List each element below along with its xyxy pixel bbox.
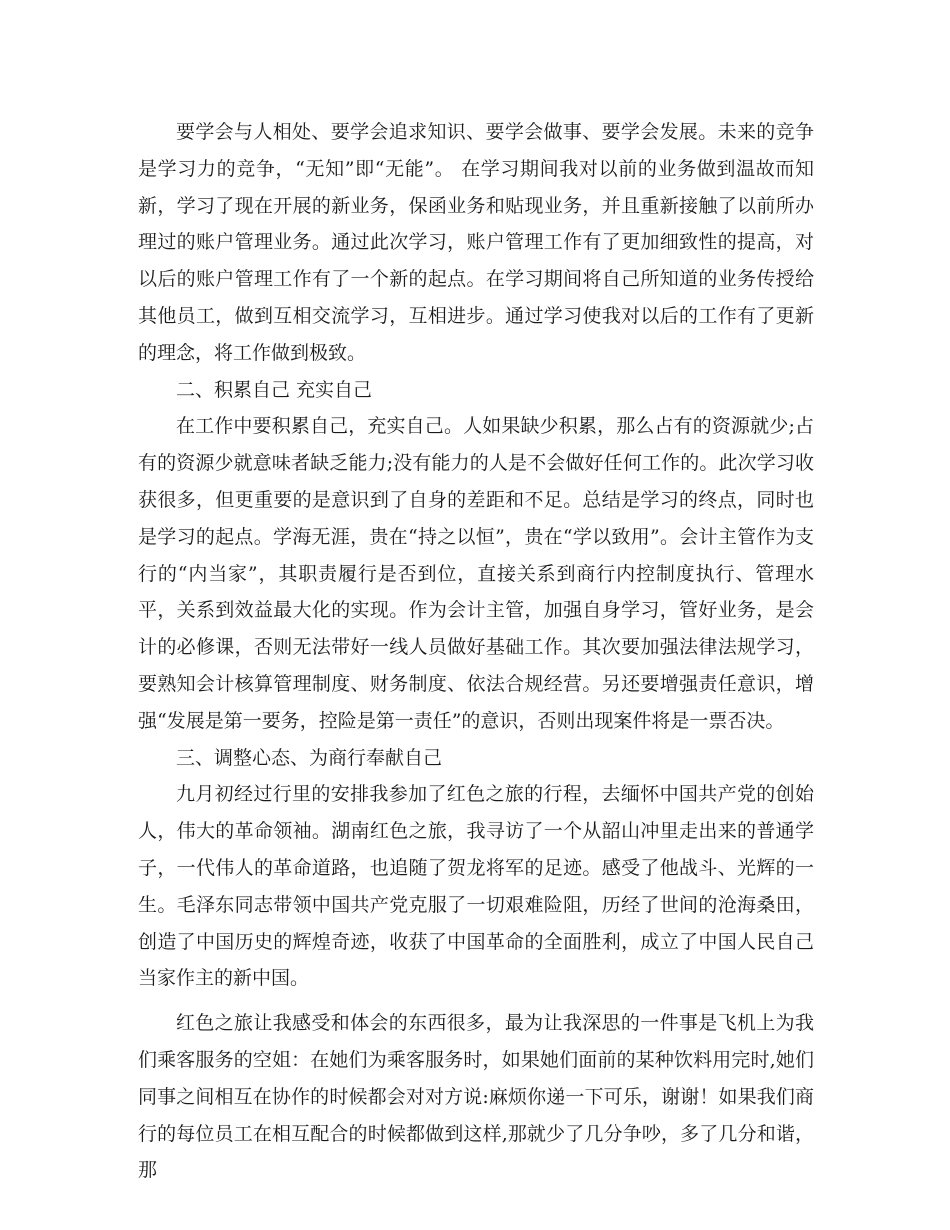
paragraph-red-tour: 九月初经过行里的安排我参加了红色之旅的行程，去缅怀中国共产党的创始人，伟大的革命领袖。湖南红色之旅，我寻访了一个从韶山冲里走出来的普通学子，一代伟人的革命道路，也追随了贺龙将军的足迹。感受了他战斗、光辉的一生。毛泽东同志带领中国共产党克服了一切艰难险阻，历经了世间的沧海桑田，创造了中国历史的辉煌奇迹，收获了中国革命的全面胜利，成立了中国人民自己当家作主的新中国。 <box>138 783 814 990</box>
paragraph-accumulate: 在工作中要积累自己，充实自己。人如果缺少积累，那么占有的资源就少;占有的资源少就意味者缺乏能力;没有能力的人是不会做好任何工作的。此次学习收获很多，但更重要的是意识到了自身的差距和不足。总结是学习的终点，同时也是学习的起点。学海无涯，贵在“持之以恒”，贵在“学以致用”。会计主管作为支行的“内当家”，其职责履行是否到位，直接关系到商行内控制度执行、管理水平，关系到效益最大化的实现。作为会计主管，加强自身学习，管好业务，是会计的必修课，否则无法带好一线人员做好基础工作。其次要加强法律法规学习，要熟知会计核算管理制度、财务制度、依法合规经营。另还要增强责任意识，增强“发展是第一要务，控险是第一责任”的意识，否则出现案件将是一票否决。 <box>138 415 814 732</box>
section-heading-accumulate: 二、积累自己 充实自己 <box>176 378 373 401</box>
paragraph-flight-attendant: 红色之旅让我感受和体会的东西很多，最为让我深思的一件事是飞机上为我们乘客服务的空姐：在她们为乘客服务时，如果她们面前的某种饮料用完时,她们同事之间相互在协作的时候都会对对方说:麻烦你递一下可乐，谢谢！如果我们商行的每位员工在相互配合的时候都做到这样,那就少了几分争吵，多了几分和谐，那 <box>138 1012 814 1182</box>
document-body <box>138 114 814 1189</box>
paragraph-learning: 要学会与人相处、要学会追求知识、要学会做事、要学会发展。未来的竞争是学习力的竞争，“无知”即“无能”。 在学习期间我对以前的业务做到温故而知新，学习了现在开展的新业务，保函业务和贴现业务，并且重新接触了以前所办理过的账户管理业务。通过此次学习，账户管理工作有了更加细致性的提高，对以后的账户管理工作有了一个新的起点。在学习期间将自己所知道的业务传授给其他员工，做到互相交流学习，互相进步。通过学习使我对以后的工作有了更新的理念，将工作做到极致。 <box>138 121 814 364</box>
section-heading-mindset: 三、调整心态、为商行奉献自己 <box>176 746 443 769</box>
